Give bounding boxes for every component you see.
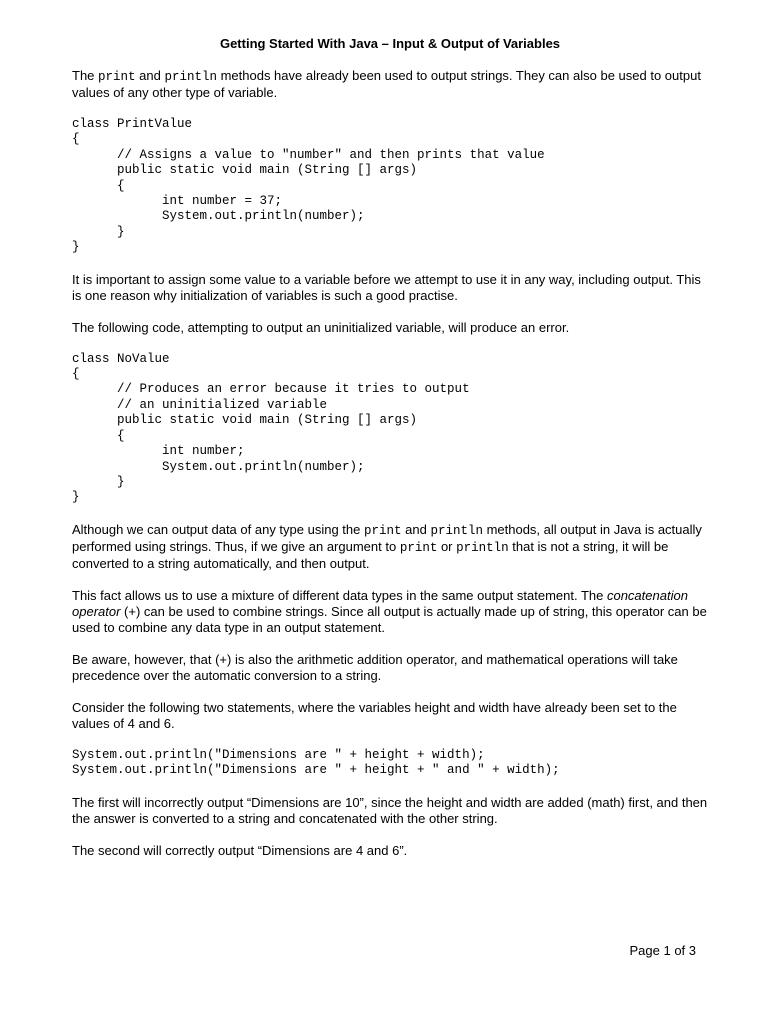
code-line: // an uninitialized variable	[72, 397, 328, 412]
text: or	[437, 538, 457, 554]
code-line: // Produces an error because it tries to output	[72, 382, 470, 397]
text: (+) can be used to combine strings. Since all output is actually made up of string, this operator can be used to combine any data type in an output statement.	[72, 603, 707, 635]
code-line: class NoValue	[72, 351, 170, 366]
text: This fact allows us to use a mixture of different data types in the same output statement. The	[72, 587, 607, 603]
paragraph-precedence: Be aware, however, that (+) is also the arithmetic addition operator, and mathematical operations will take precedence over the automatic conversion to a string.	[72, 651, 678, 683]
document-page	[72, 36, 708, 875]
code-line: int number;	[72, 444, 245, 459]
page-number: Page 1 of 3	[629, 943, 696, 958]
text: and	[135, 68, 165, 83]
document-title: Getting Started With Java – Input & Output of Variables	[219, 36, 561, 51]
code-line: System.out.println(number);	[72, 209, 365, 224]
inline-code: print	[399, 540, 438, 555]
paragraph-initialize: It is important to assign some value to a variable before we attempt to use it in any way, including output. This is one reason why initialization of variables is such a good practise.	[72, 271, 701, 303]
code-line: public static void main (String [] args)	[72, 163, 418, 178]
text: and	[401, 521, 431, 537]
code-line: class PrintValue	[72, 117, 193, 131]
code-line: System.out.println("Dimensions are " + height + " and " + width);	[72, 763, 560, 778]
code-line: }	[72, 224, 125, 239]
paragraph-consider: Consider the following two statements, where the variables height and width have already been set to the values of 4 and 6.	[72, 699, 677, 731]
inline-code: println	[430, 523, 483, 538]
code-block-printvalue	[72, 117, 708, 256]
code-line: }	[72, 474, 125, 489]
text: that is not a string, it will be converted to a string automatically, and then output.	[72, 538, 669, 571]
paragraph-first-output: The first will incorrectly output “Dimensions are 10”, since the height and width are added (math) first, and then the answer is converted to a string and concatenated with the other string.	[72, 794, 708, 826]
code-line: {	[72, 367, 80, 382]
inline-code: print	[364, 523, 402, 538]
paragraph-intro	[72, 68, 708, 101]
text: The	[72, 68, 99, 83]
code-line: public static void main (String [] args)	[72, 413, 418, 428]
inline-code: println	[164, 70, 217, 84]
paragraph-concatenation	[72, 588, 708, 636]
text: methods have already been used to output strings. They can also be used to output values of any other type of variable.	[72, 68, 701, 100]
inline-code: println	[456, 540, 509, 555]
code-line: {	[72, 132, 80, 147]
inline-code: print	[98, 70, 136, 84]
code-line: }	[72, 240, 80, 255]
emphasis-term: concatenation operator	[72, 587, 688, 619]
code-line: {	[72, 428, 125, 443]
paragraph-second-output: The second will correctly output “Dimensions are 4 and 6”.	[72, 842, 408, 858]
code-block-novalue	[72, 352, 708, 506]
code-line: {	[72, 178, 125, 193]
paragraph-error-intro: The following code, attempting to output an uninitialized variable, will produce an error.	[72, 319, 570, 335]
text: methods, all output in Java is actually performed using strings. Thus, if we give an argument to	[72, 521, 702, 554]
code-line: System.out.println("Dimensions are " + height + width);	[72, 747, 485, 762]
text: Although we can output data of any type using the	[72, 521, 364, 537]
code-line: System.out.println(number);	[72, 459, 365, 474]
code-line: int number = 37;	[72, 194, 283, 209]
code-line: // Assigns a value to "number" and then prints that value	[72, 147, 545, 162]
paragraph-strings	[72, 522, 708, 572]
code-block-statements	[72, 748, 708, 779]
code-line: }	[72, 490, 80, 505]
